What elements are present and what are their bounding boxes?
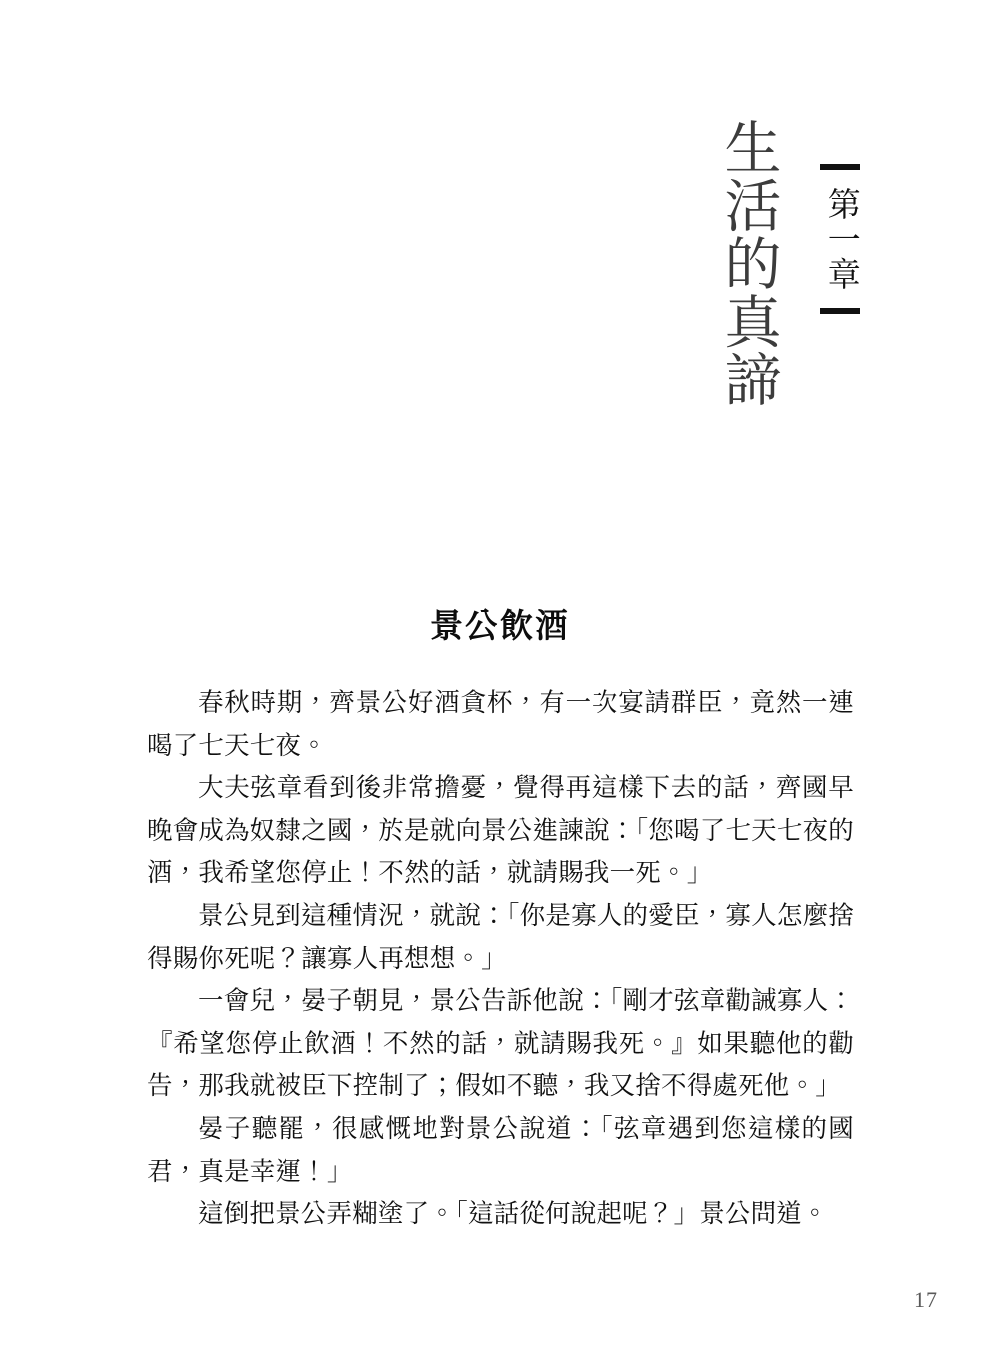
page-number: 17 [914,1287,938,1312]
body-text [147,682,854,1236]
chapter-label: 第一章 [822,187,859,292]
body-paragraph: 大夫弦章看到後非常擔憂，覺得再這樣下去的話，齊國早晚會成為奴隸之國，於是就向景公進諫說：「您喝了七天七夜的酒，我希望您停止！不然的話，就請賜我一死。」 [147,773,854,888]
chapter-marker [818,164,862,314]
body-paragraph: 一會兒，晏子朝見，景公告訴他說：「剛才弦章勸誡寡人：『希望您停止飲酒！不然的話，就請賜我死。』如果聽他的勸告，那我就被臣下控制了；假如不聽，我又捨不得處死他。」 [147,986,854,1101]
part-title: 生活的真諦 [716,118,779,408]
chapter-opener [717,118,862,408]
body-paragraph: 這倒把景公弄糊塗了。「這話從何說起呢？」景公問道。 [198,1199,828,1229]
chapter-rule-bottom-icon [820,308,860,314]
body-paragraph: 晏子聽罷，很感慨地對景公說道：「弦章遇到您這樣的國君，真是幸運！」 [147,1113,854,1186]
body-paragraph: 春秋時期，齊景公好酒貪杯，有一次宴請群臣，竟然一連喝了七天七夜。 [147,688,854,760]
section-heading: 景公飲酒 [430,609,570,645]
chapter-rule-top-icon [820,164,860,170]
body-paragraph: 景公見到這種情況，就說：「你是寡人的愛臣，寡人怎麼捨得賜你死呢？讓寡人再想想。」 [147,900,854,973]
